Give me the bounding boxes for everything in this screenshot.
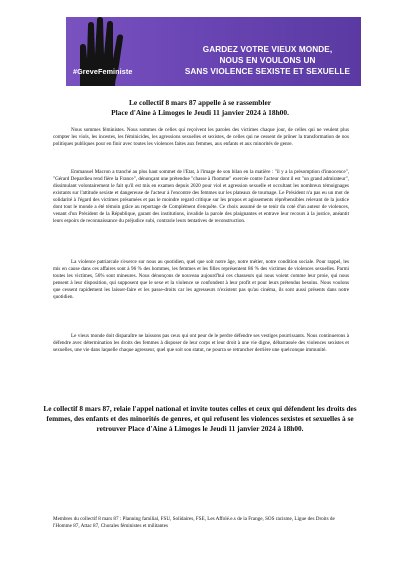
banner-slogan-line: SANS VIOLENCE SEXISTE ET SEXUELLE <box>184 67 351 76</box>
banner-hashtag: #GreveFeministe <box>73 67 133 76</box>
member-list-footer: Membres du collectif 8 mars 87 : Planning familial, FSU, Solidaires, FSE, Les Affolé.e.s de la Frange, SOS racisme, Ligue des Droits de l'Homme 87, Attac 87, Chorales féministes et militantes <box>53 516 335 529</box>
title-line: Place d'Aine à Limoges le Jeudi 11 janvier 2024 à 18h00. <box>111 108 289 117</box>
title-line: Le collectif 8 mars 87 appelle à se rassembler <box>128 98 272 107</box>
call-to-action: Le collectif 8 mars 87, relaie l'appel national et invite toutes celles et ceux qui défendent les droits des femmes, des enfants et des minorités de genres, et qui refusent les violences sexistes et sexuelles à se retrouver Place d'Aine à Limoges le Jeudi 11 janvier 2024 à 18h00. <box>43 404 357 434</box>
paragraph-statistics: La violence patriarcale s'exerce sur nous au quotidien, quel que soit notre âge, notre métier, notre condition sociale. Pour rappel, les mis en cause dans ces affaires sont à 96 % des hommes, les femmes et les filles représentent 86 % des victimes de violences sexuelles. Parmi toutes les victimes, 56% sont mineures. Nous dénonçons de nouveau aujourd'hui ces chasseurs qui nous voient comme leur proie, qui nous pensent à leur disposition, qui supposent que le sexe et la violence se confondent à leur profit et pour leurs prétendus besoins. Nous voulons que cessent rapidement les laisser-faire et les passe-droits car les agresseurs n'existent pas qu'au cinéma, ils sont aussi présents dans notre quotidien. <box>53 259 349 300</box>
paragraph-intro: Nous sommes féministes. Nous sommes de celles qui reçoivent les paroles des victimes chaque jour, de celles qui ne veulent plus compter les viols, les incestes, les féminicides, les agressions sexuelles et sexistes, de celles qui ne cessent de prôner la transformation de nos politiques publiques pour en finir avec toutes les violences faites aux femmes, aux enfants et aux minorités de genre. <box>53 127 349 147</box>
page-title <box>40 98 360 118</box>
paragraph-macron: Emmanuel Macron a tranché au plus haut sommet de l'Etat, à l'image de son bilan en la matière : "il y a la présomption d'innocence", "Gérard Depardieu rend fière la France", dénonçant une prétendue "chasse à l'homme" exercée contre l'acteur dont il est "un grand admirateur", dissimulant volontairement le fait qu'il est mis en examen depuis 2020 pour viol et agression sexuelle et occultant les nombreux témoignages existants sur l'attitude sexiste et dangereuse de l'acteur à l'encontre des femmes sur les plateaux de tournage. Le Président n'a pas eu un mot de solidarité à l'égard des victimes présumées et pas le moindre regard critique sur les propos et agissements répréhensibles relevant de la justice dont tout le monde a été témoin grâce au reportage de Complément d'enquête. Ce choix assumé de se tenir du coté d'un auteur de violences, venant d'un Président de la République, garant des institutions, invalide la parole des plaignantes et entrave leur recours à la justice, anéantit leurs espoirs de reconnaissance du préjudice subi, contrarie leurs tentatives de reconstruction. <box>53 169 349 224</box>
paragraph-conclusion: Le vieux monde doit disparaître ne laissons pas ceux qui ont peur de le perdre défendre ses vestiges pourrissants. Nous continuerons à défendre avec détermination les droits des femmes à disposer de leur corps et leur droit à une vie digne, débarrassée des violences sexistes et sexuelles, une vie dans laquelle chaque agresseur, quel que soit son statut, ne pourra se retrancher derrière une quelconque immunité. <box>53 333 349 353</box>
banner-slogan <box>176 44 359 77</box>
banner-slogan-line: GARDEZ VOTRE VIEUX MONDE, <box>202 45 333 54</box>
banner-slogan-line: NOUS EN VOULONS UN <box>219 56 316 65</box>
header-banner <box>66 17 361 86</box>
